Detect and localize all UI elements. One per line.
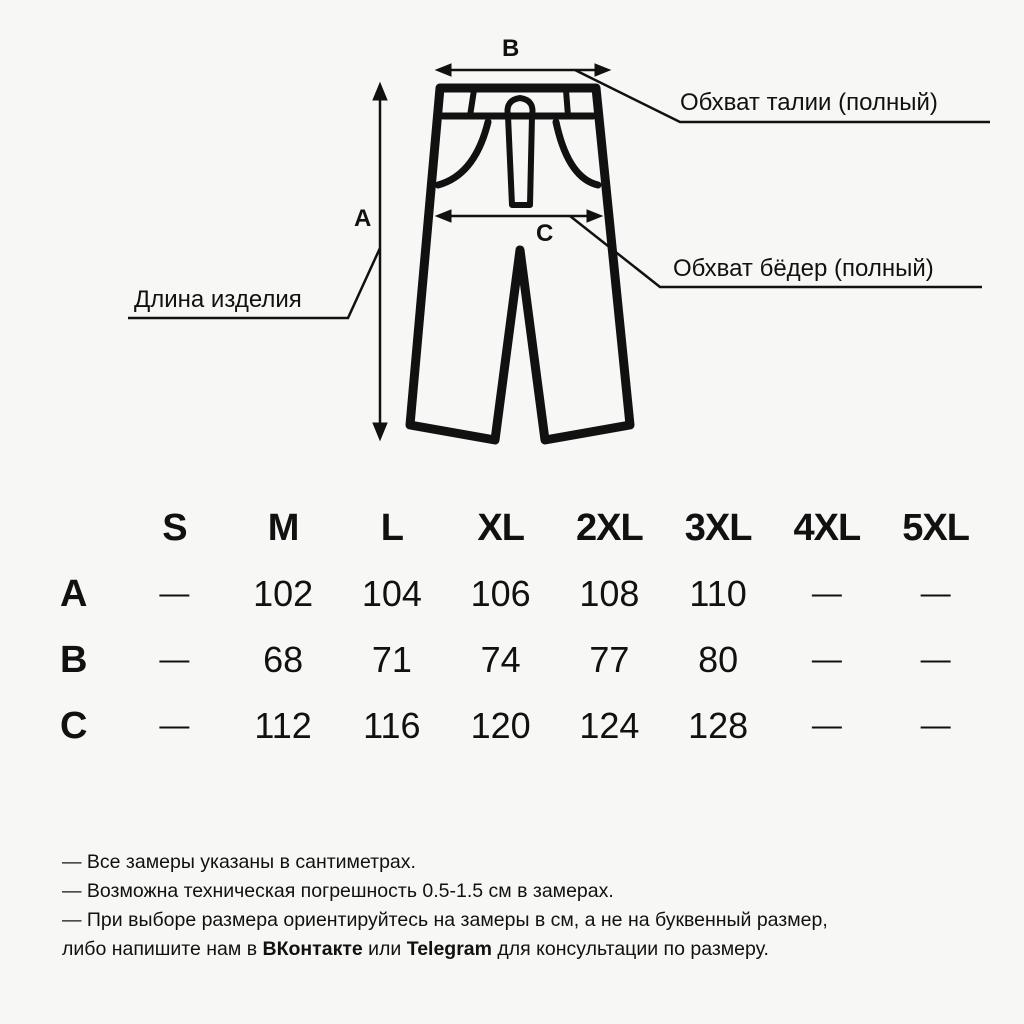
label-waist: Обхват талии (полный) bbox=[680, 89, 938, 116]
size-table bbox=[40, 495, 990, 759]
table-row-a bbox=[40, 561, 990, 627]
cell-c-2xl: 124 bbox=[579, 705, 640, 746]
belt-loop-left bbox=[470, 90, 474, 116]
cell-c-s: — bbox=[159, 709, 190, 742]
note-contact bbox=[62, 935, 1002, 964]
corner-cell bbox=[40, 495, 120, 561]
cell-c-5xl: — bbox=[920, 709, 951, 742]
size-header-s: S bbox=[162, 506, 187, 549]
table-row-c bbox=[40, 693, 990, 759]
note-contact-suffix: для консультации по размеру. bbox=[492, 938, 769, 960]
cell-a-5xl: — bbox=[920, 577, 951, 610]
label-hips: Обхват бёдер (полный) bbox=[673, 255, 934, 282]
cell-b-5xl: — bbox=[920, 643, 951, 676]
cell-a-3xl: 110 bbox=[689, 573, 747, 614]
cell-a-s: — bbox=[159, 577, 190, 610]
size-header-row bbox=[40, 495, 990, 561]
row-label-b: B bbox=[60, 638, 88, 681]
cell-a-m: 102 bbox=[253, 573, 314, 614]
pocket-left bbox=[438, 122, 488, 185]
note-tolerance: — Возможна техническая погрешность 0.5-1.5 см в замерах. bbox=[62, 880, 614, 902]
cell-b-m: 68 bbox=[263, 639, 304, 680]
size-header-xl: XL bbox=[477, 506, 524, 549]
cell-a-4xl: — bbox=[811, 577, 842, 610]
note-units: — Все замеры указаны в сантиметрах. bbox=[62, 851, 416, 873]
table-row-b bbox=[40, 627, 990, 693]
pocket-right bbox=[556, 122, 598, 185]
pants-diagram bbox=[0, 0, 1024, 470]
cell-a-l: 104 bbox=[361, 573, 422, 614]
belt-loop-right bbox=[566, 90, 568, 116]
size-header-3xl: 3XL bbox=[684, 506, 752, 549]
size-header-l: L bbox=[380, 506, 403, 549]
size-header-m: M bbox=[267, 506, 299, 549]
note-contact-prefix: либо напишите нам в bbox=[62, 938, 263, 960]
note-advice: — При выборе размера ориентируйтесь на замеры в см, а не на буквенный размер, bbox=[62, 909, 828, 931]
cell-a-2xl: 108 bbox=[579, 573, 640, 614]
note-contact-mid: или bbox=[362, 938, 407, 960]
cell-b-3xl: 80 bbox=[698, 639, 739, 680]
size-header-4xl: 4XL bbox=[793, 506, 861, 549]
cell-c-l: 116 bbox=[363, 705, 421, 746]
cell-a-xl: 106 bbox=[470, 573, 531, 614]
row-label-c: C bbox=[60, 704, 88, 747]
size-header-2xl: 2XL bbox=[576, 506, 643, 549]
pants-outline bbox=[410, 88, 630, 440]
vk-link[interactable]: ВКонтакте bbox=[262, 938, 363, 960]
cell-b-4xl: — bbox=[811, 643, 842, 676]
cell-b-2xl: 77 bbox=[589, 639, 630, 680]
label-length: Длина изделия bbox=[134, 286, 302, 313]
notes bbox=[62, 848, 1002, 964]
cell-b-s: — bbox=[159, 643, 190, 676]
cell-c-4xl: — bbox=[811, 709, 842, 742]
telegram-link[interactable]: Telegram bbox=[406, 938, 492, 960]
row-label-a: A bbox=[60, 572, 88, 615]
cell-c-3xl: 128 bbox=[688, 705, 749, 746]
size-header-5xl: 5XL bbox=[902, 506, 969, 549]
cell-b-l: 71 bbox=[371, 639, 412, 680]
label-letter-a: A bbox=[354, 205, 372, 232]
cell-c-xl: 120 bbox=[470, 705, 531, 746]
label-letter-c: C bbox=[536, 220, 554, 247]
label-letter-b: B bbox=[502, 35, 520, 62]
cell-b-xl: 74 bbox=[480, 639, 521, 680]
cell-c-m: 112 bbox=[254, 705, 312, 746]
